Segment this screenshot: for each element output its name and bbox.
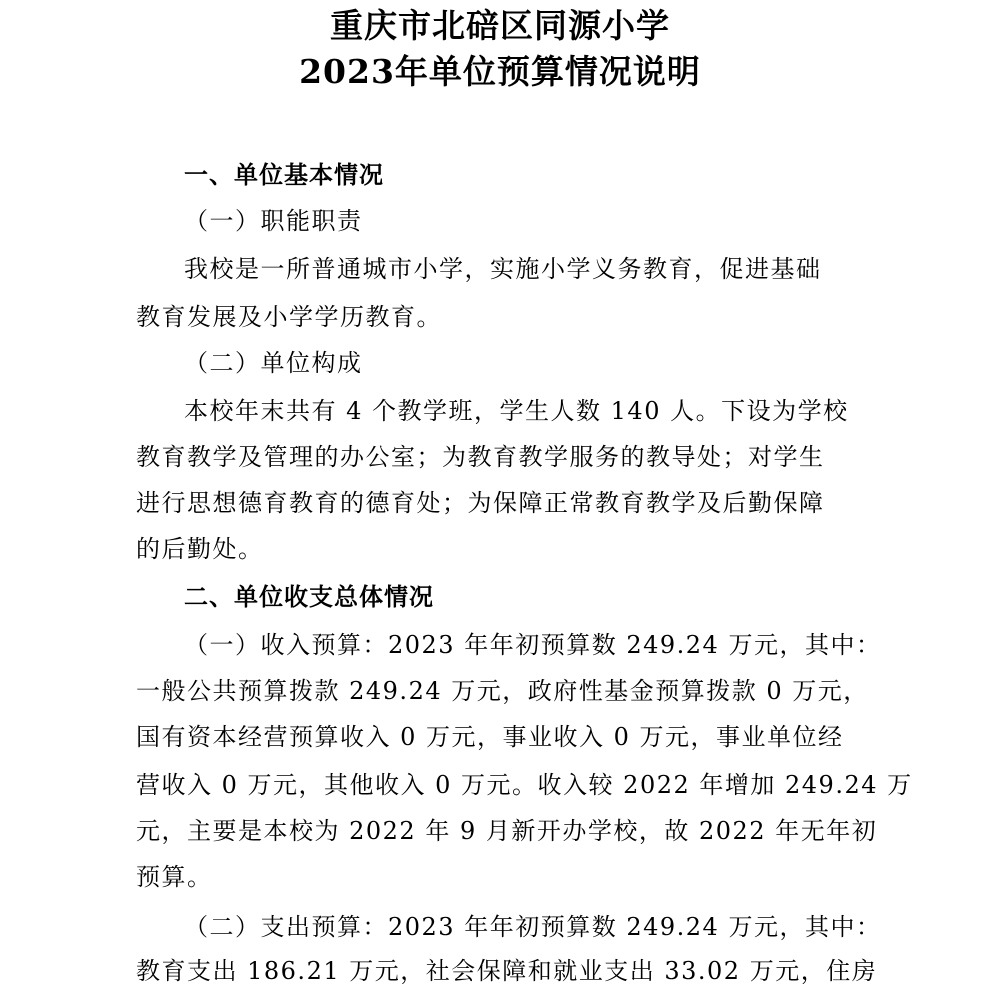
paragraph-line: 教育发展及小学学历教育。 [136, 303, 442, 331]
section-heading-basic-info: 一、单位基本情况 [184, 160, 384, 189]
subheading-functions: （一）职能职责 [184, 207, 363, 235]
document-title-line-2: 2023年单位预算情况说明 [299, 52, 701, 91]
paragraph-line: 进行思想德育教育的德育处；为保障正常教育教学及后勤保障 [136, 489, 825, 517]
paragraph-line: 本校年末共有 4 个教学班，学生人数 140 人。下设为学校 [184, 397, 849, 425]
document-title-line-1: 重庆市北碚区同源小学 [330, 6, 670, 45]
paragraph-line: 我校是一所普通城市小学，实施小学义务教育，促进基础 [184, 255, 822, 283]
subheading-structure: （二）单位构成 [184, 349, 363, 377]
paragraph-line: （一）收入预算：2023 年年初预算数 249.24 万元，其中： [184, 631, 882, 659]
paragraph-line: （二）支出预算：2023 年年初预算数 249.24 万元，其中： [184, 913, 882, 941]
paragraph-line: 教育支出 186.21 万元，社会保障和就业支出 33.02 万元，住房 [136, 957, 878, 985]
section-heading-budget-overview: 二、单位收支总体情况 [184, 582, 434, 611]
paragraph-line: 营收入 0 万元，其他收入 0 万元。收入较 2022 年增加 249.24 万 [136, 771, 913, 799]
paragraph-line: 预算。 [136, 863, 213, 891]
paragraph-line: 一般公共预算拨款 249.24 万元，政府性基金预算拨款 0 万元， [136, 677, 869, 705]
paragraph-line: 教育教学及管理的办公室；为教育教学服务的教导处；对学生 [136, 443, 825, 471]
paragraph-line: 国有资本经营预算收入 0 万元，事业收入 0 万元，事业单位经 [136, 723, 844, 751]
paragraph-line: 元，主要是本校为 2022 年 9 月新开办学校，故 2022 年无年初 [136, 817, 878, 845]
paragraph-line: 的后勤处。 [136, 535, 264, 563]
